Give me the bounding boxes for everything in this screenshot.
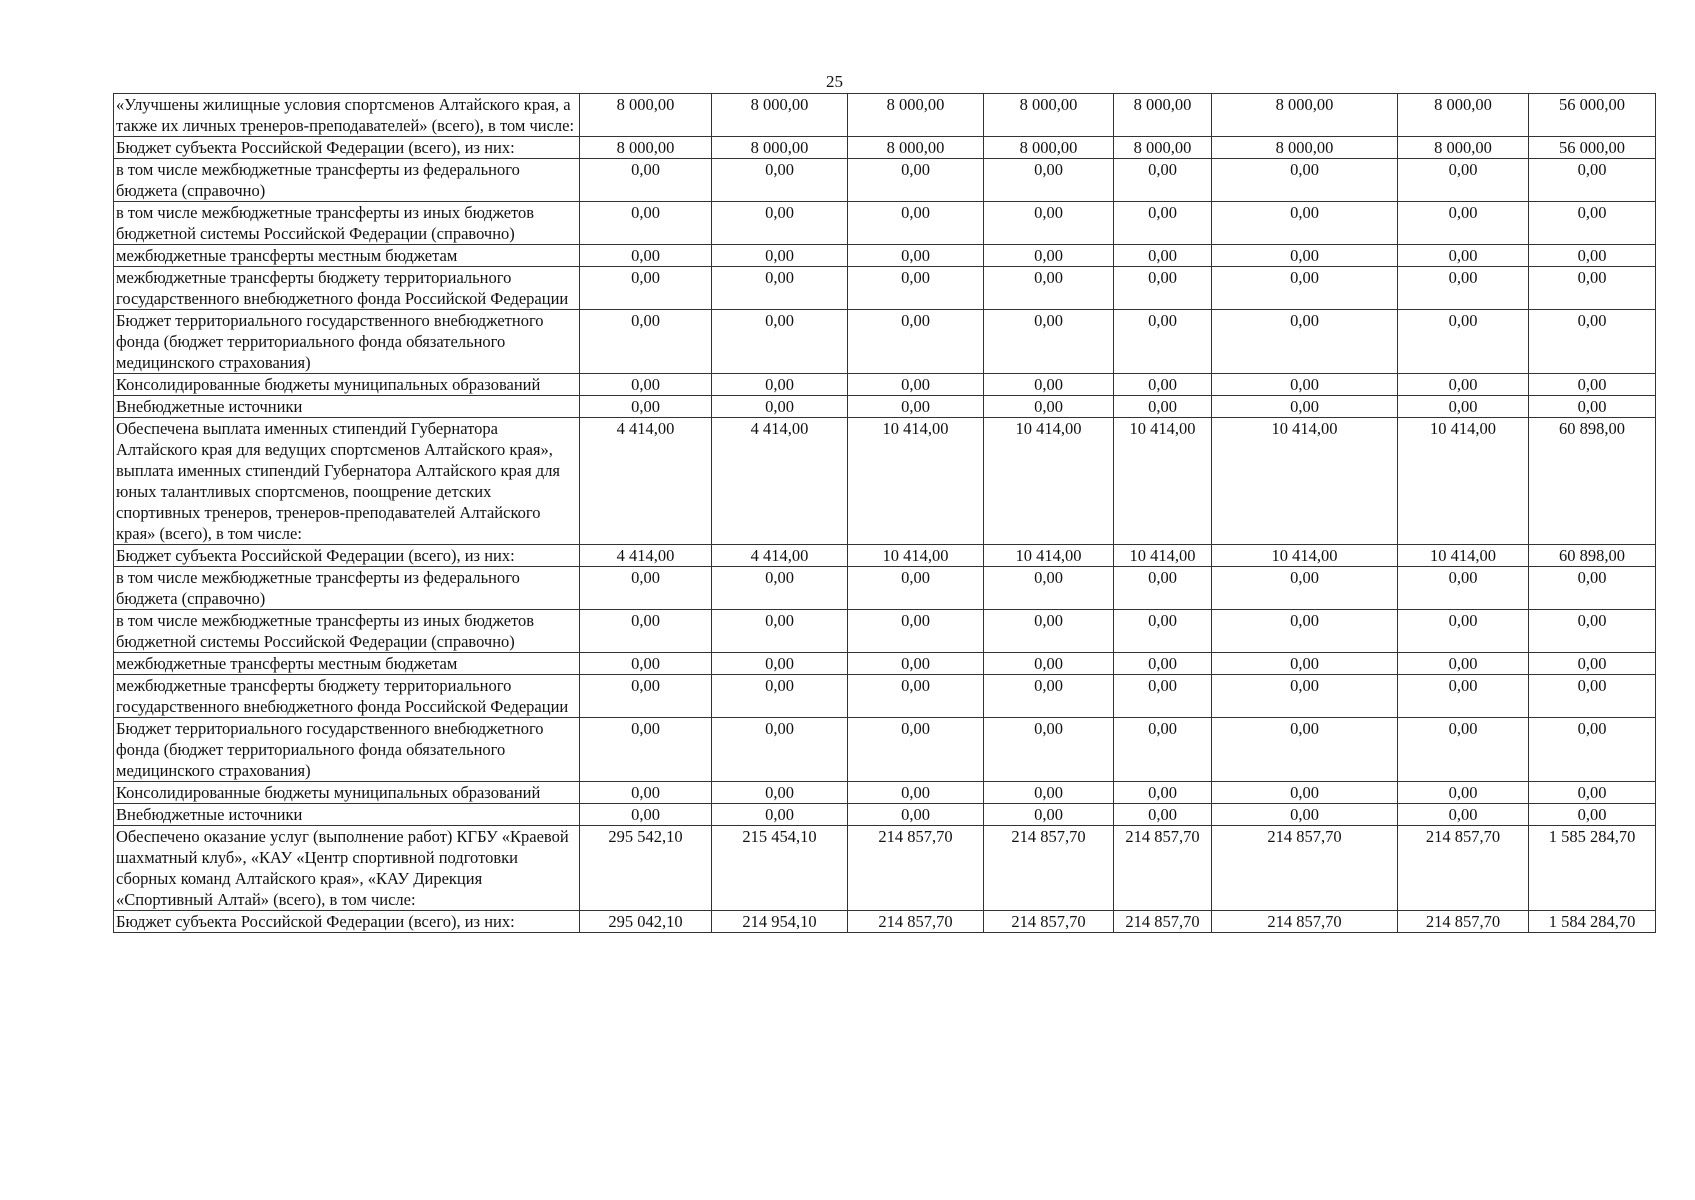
row-year-value: 0,00 [1114,653,1212,675]
row-year-value: 8 000,00 [984,94,1114,137]
table-row [114,718,1656,782]
row-year-value: 0,00 [848,718,984,782]
row-year-value: 8 000,00 [712,137,848,159]
row-year-value: 10 414,00 [848,418,984,545]
row-year-value: 214 857,70 [1398,911,1529,933]
row-year-value: 0,00 [1398,653,1529,675]
row-year-value: 10 414,00 [1114,418,1212,545]
row-label: Бюджет субъекта Российской Федерации (всего), из них: [114,545,580,567]
row-total-value: 0,00 [1529,396,1656,418]
row-year-value: 0,00 [712,782,848,804]
row-year-value: 295 542,10 [580,826,712,911]
row-total-value: 0,00 [1529,567,1656,610]
row-total-value: 0,00 [1529,310,1656,374]
row-year-value: 10 414,00 [984,545,1114,567]
row-year-value: 0,00 [848,245,984,267]
row-year-value: 0,00 [580,310,712,374]
row-year-value: 8 000,00 [1114,137,1212,159]
row-year-value: 0,00 [1114,310,1212,374]
row-total-value: 60 898,00 [1529,418,1656,545]
row-year-value: 0,00 [984,675,1114,718]
row-year-value: 0,00 [580,396,712,418]
table-row [114,675,1656,718]
row-year-value: 0,00 [580,718,712,782]
row-total-value: 0,00 [1529,804,1656,826]
row-year-value: 0,00 [848,653,984,675]
row-year-value: 0,00 [1398,267,1529,310]
table-row [114,159,1656,202]
row-total-value: 0,00 [1529,653,1656,675]
row-year-value: 0,00 [1398,675,1529,718]
table-row [114,653,1656,675]
row-year-value: 0,00 [580,245,712,267]
row-year-value: 214 857,70 [1398,826,1529,911]
row-year-value: 0,00 [712,245,848,267]
table-row [114,782,1656,804]
row-total-value: 0,00 [1529,782,1656,804]
row-year-value: 10 414,00 [1212,418,1398,545]
row-year-value: 0,00 [984,267,1114,310]
row-year-value: 0,00 [1212,267,1398,310]
row-year-value: 8 000,00 [1212,94,1398,137]
table-row [114,396,1656,418]
row-year-value: 0,00 [1212,610,1398,653]
page-number: 25 [826,72,843,91]
table-row [114,245,1656,267]
row-year-value: 0,00 [1398,202,1529,245]
row-label: межбюджетные трансферты бюджету территориального государственного внебюджетного фонда Российской Федерации [114,675,580,718]
row-total-value: 56 000,00 [1529,94,1656,137]
row-year-value: 214 857,70 [848,911,984,933]
row-year-value: 0,00 [580,653,712,675]
table-row [114,610,1656,653]
row-year-value: 0,00 [712,675,848,718]
row-label: в том числе межбюджетные трансферты из иных бюджетов бюджетной системы Российской Федерации (справочно) [114,202,580,245]
row-year-value: 0,00 [1114,267,1212,310]
row-year-value: 0,00 [1114,610,1212,653]
row-total-value: 0,00 [1529,267,1656,310]
row-year-value: 8 000,00 [1398,94,1529,137]
row-year-value: 0,00 [1398,245,1529,267]
row-year-value: 10 414,00 [848,545,984,567]
row-label: в том числе межбюджетные трансферты из федерального бюджета (справочно) [114,567,580,610]
row-year-value: 214 857,70 [1114,911,1212,933]
row-year-value: 0,00 [1212,396,1398,418]
table-row [114,202,1656,245]
row-year-value: 0,00 [1212,718,1398,782]
row-year-value: 0,00 [712,804,848,826]
row-total-value: 56 000,00 [1529,137,1656,159]
row-year-value: 214 857,70 [984,826,1114,911]
row-year-value: 0,00 [580,159,712,202]
row-year-value: 0,00 [712,267,848,310]
row-year-value: 4 414,00 [580,418,712,545]
table-row [114,374,1656,396]
row-year-value: 0,00 [1212,374,1398,396]
row-year-value: 8 000,00 [580,94,712,137]
row-year-value: 0,00 [984,653,1114,675]
row-year-value: 0,00 [712,396,848,418]
row-year-value: 0,00 [580,804,712,826]
row-total-value: 1 584 284,70 [1529,911,1656,933]
row-total-value: 1 585 284,70 [1529,826,1656,911]
row-year-value: 0,00 [1212,245,1398,267]
row-total-value: 0,00 [1529,374,1656,396]
table-row [114,310,1656,374]
row-label: Консолидированные бюджеты муниципальных образований [114,782,580,804]
row-year-value: 8 000,00 [580,137,712,159]
row-year-value: 0,00 [1212,567,1398,610]
row-label: Бюджет территориального государственного внебюджетного фонда (бюджет территориального фонда обязательного медицинского страхования) [114,718,580,782]
row-total-value: 0,00 [1529,675,1656,718]
row-year-value: 0,00 [1398,374,1529,396]
row-total-value: 0,00 [1529,202,1656,245]
row-year-value: 0,00 [1114,718,1212,782]
row-year-value: 0,00 [1114,804,1212,826]
row-label: Бюджет субъекта Российской Федерации (всего), из них: [114,911,580,933]
row-year-value: 0,00 [1398,782,1529,804]
row-year-value: 8 000,00 [1212,137,1398,159]
row-label: Бюджет территориального государственного внебюджетного фонда (бюджет территориального фонда обязательного медицинского страхования) [114,310,580,374]
row-year-value: 0,00 [984,310,1114,374]
row-year-value: 0,00 [712,567,848,610]
row-label: межбюджетные трансферты бюджету территориального государственного внебюджетного фонда Российской Федерации [114,267,580,310]
row-year-value: 0,00 [984,374,1114,396]
row-label: в том числе межбюджетные трансферты из федерального бюджета (справочно) [114,159,580,202]
row-year-value: 0,00 [1212,159,1398,202]
row-year-value: 0,00 [984,718,1114,782]
row-label: межбюджетные трансферты местным бюджетам [114,653,580,675]
row-year-value: 4 414,00 [712,418,848,545]
table-row [114,826,1656,911]
row-year-value: 0,00 [984,567,1114,610]
table-row [114,418,1656,545]
row-year-value: 10 414,00 [984,418,1114,545]
row-year-value: 0,00 [848,267,984,310]
table-row [114,804,1656,826]
row-year-value: 0,00 [1114,159,1212,202]
row-year-value: 0,00 [712,653,848,675]
row-year-value: 4 414,00 [580,545,712,567]
row-year-value: 8 000,00 [984,137,1114,159]
row-year-value: 10 414,00 [1398,418,1529,545]
table-body [114,94,1656,933]
row-year-value: 0,00 [984,804,1114,826]
row-year-value: 0,00 [712,310,848,374]
row-year-value: 0,00 [848,567,984,610]
row-year-value: 0,00 [984,245,1114,267]
row-year-value: 0,00 [848,396,984,418]
row-year-value: 10 414,00 [1398,545,1529,567]
row-label: в том числе межбюджетные трансферты из иных бюджетов бюджетной системы Российской Федерации (справочно) [114,610,580,653]
row-year-value: 0,00 [984,610,1114,653]
row-year-value: 0,00 [1212,782,1398,804]
row-year-value: 0,00 [1398,610,1529,653]
row-year-value: 8 000,00 [1114,94,1212,137]
row-year-value: 214 857,70 [1212,911,1398,933]
row-year-value: 0,00 [712,610,848,653]
row-year-value: 0,00 [712,374,848,396]
row-year-value: 8 000,00 [712,94,848,137]
row-year-value: 0,00 [1212,202,1398,245]
row-year-value: 8 000,00 [1398,137,1529,159]
row-year-value: 0,00 [580,610,712,653]
row-year-value: 0,00 [1212,310,1398,374]
row-year-value: 0,00 [984,396,1114,418]
row-year-value: 0,00 [712,159,848,202]
row-label: Внебюджетные источники [114,804,580,826]
row-year-value: 0,00 [1212,653,1398,675]
row-label: межбюджетные трансферты местным бюджетам [114,245,580,267]
row-year-value: 0,00 [580,675,712,718]
row-year-value: 0,00 [580,374,712,396]
row-year-value: 0,00 [848,804,984,826]
row-year-value: 0,00 [1114,245,1212,267]
row-year-value: 0,00 [580,202,712,245]
row-year-value: 0,00 [848,202,984,245]
table-row [114,567,1656,610]
row-year-value: 0,00 [1398,567,1529,610]
row-year-value: 0,00 [848,159,984,202]
row-year-value: 0,00 [712,202,848,245]
row-year-value: 0,00 [1398,159,1529,202]
row-total-value: 0,00 [1529,610,1656,653]
row-year-value: 8 000,00 [848,94,984,137]
row-label: Обеспечено оказание услуг (выполнение работ) КГБУ «Краевой шахматный клуб», «КАУ «Центр спортивной подготовки сборных команд Алтайского края», «КАУ Дирекция «Спортивный Алтай» (всего), в том числе: [114,826,580,911]
row-year-value: 0,00 [1398,310,1529,374]
row-year-value: 0,00 [848,675,984,718]
row-total-value: 0,00 [1529,245,1656,267]
row-year-value: 10 414,00 [1114,545,1212,567]
row-year-value: 214 857,70 [848,826,984,911]
row-year-value: 214 857,70 [1212,826,1398,911]
row-year-value: 0,00 [848,374,984,396]
row-year-value: 0,00 [984,159,1114,202]
row-label: Обеспечена выплата именных стипендий Губернатора Алтайского края для ведущих спортсменов Алтайского края», выплата именных стипендий Губернатора Алтайского края для юных талантливых спортсменов, поощрение детских спортивных тренеров, тренеров-преподавателей Алтайского края» (всего), в том числе: [114,418,580,545]
row-year-value: 0,00 [1398,718,1529,782]
row-year-value: 0,00 [984,782,1114,804]
row-year-value: 8 000,00 [848,137,984,159]
budget-table [113,93,1656,933]
row-label: Бюджет субъекта Российской Федерации (всего), из них: [114,137,580,159]
row-year-value: 0,00 [580,782,712,804]
row-total-value: 60 898,00 [1529,545,1656,567]
row-year-value: 0,00 [984,202,1114,245]
row-year-value: 214 857,70 [984,911,1114,933]
table-row [114,545,1656,567]
row-year-value: 214 857,70 [1114,826,1212,911]
row-year-value: 0,00 [1114,782,1212,804]
row-year-value: 4 414,00 [712,545,848,567]
row-year-value: 0,00 [848,610,984,653]
table-row [114,911,1656,933]
table-row [114,94,1656,137]
row-year-value: 0,00 [580,567,712,610]
row-year-value: 0,00 [848,782,984,804]
row-year-value: 0,00 [1114,567,1212,610]
row-year-value: 214 954,10 [712,911,848,933]
row-label: «Улучшены жилищные условия спортсменов Алтайского края, а также их личных тренеров-преподавателей» (всего), в том числе: [114,94,580,137]
row-year-value: 295 042,10 [580,911,712,933]
row-year-value: 0,00 [1212,804,1398,826]
row-year-value: 0,00 [1114,202,1212,245]
row-year-value: 0,00 [712,718,848,782]
row-year-value: 0,00 [1114,675,1212,718]
row-year-value: 0,00 [848,310,984,374]
row-year-value: 0,00 [1398,804,1529,826]
table-row [114,267,1656,310]
row-total-value: 0,00 [1529,718,1656,782]
row-label: Консолидированные бюджеты муниципальных образований [114,374,580,396]
table-row [114,137,1656,159]
row-year-value: 0,00 [1212,675,1398,718]
row-year-value: 0,00 [1398,396,1529,418]
row-year-value: 10 414,00 [1212,545,1398,567]
row-year-value: 0,00 [1114,374,1212,396]
row-label: Внебюджетные источники [114,396,580,418]
row-total-value: 0,00 [1529,159,1656,202]
row-year-value: 0,00 [580,267,712,310]
row-year-value: 0,00 [1114,396,1212,418]
row-year-value: 215 454,10 [712,826,848,911]
